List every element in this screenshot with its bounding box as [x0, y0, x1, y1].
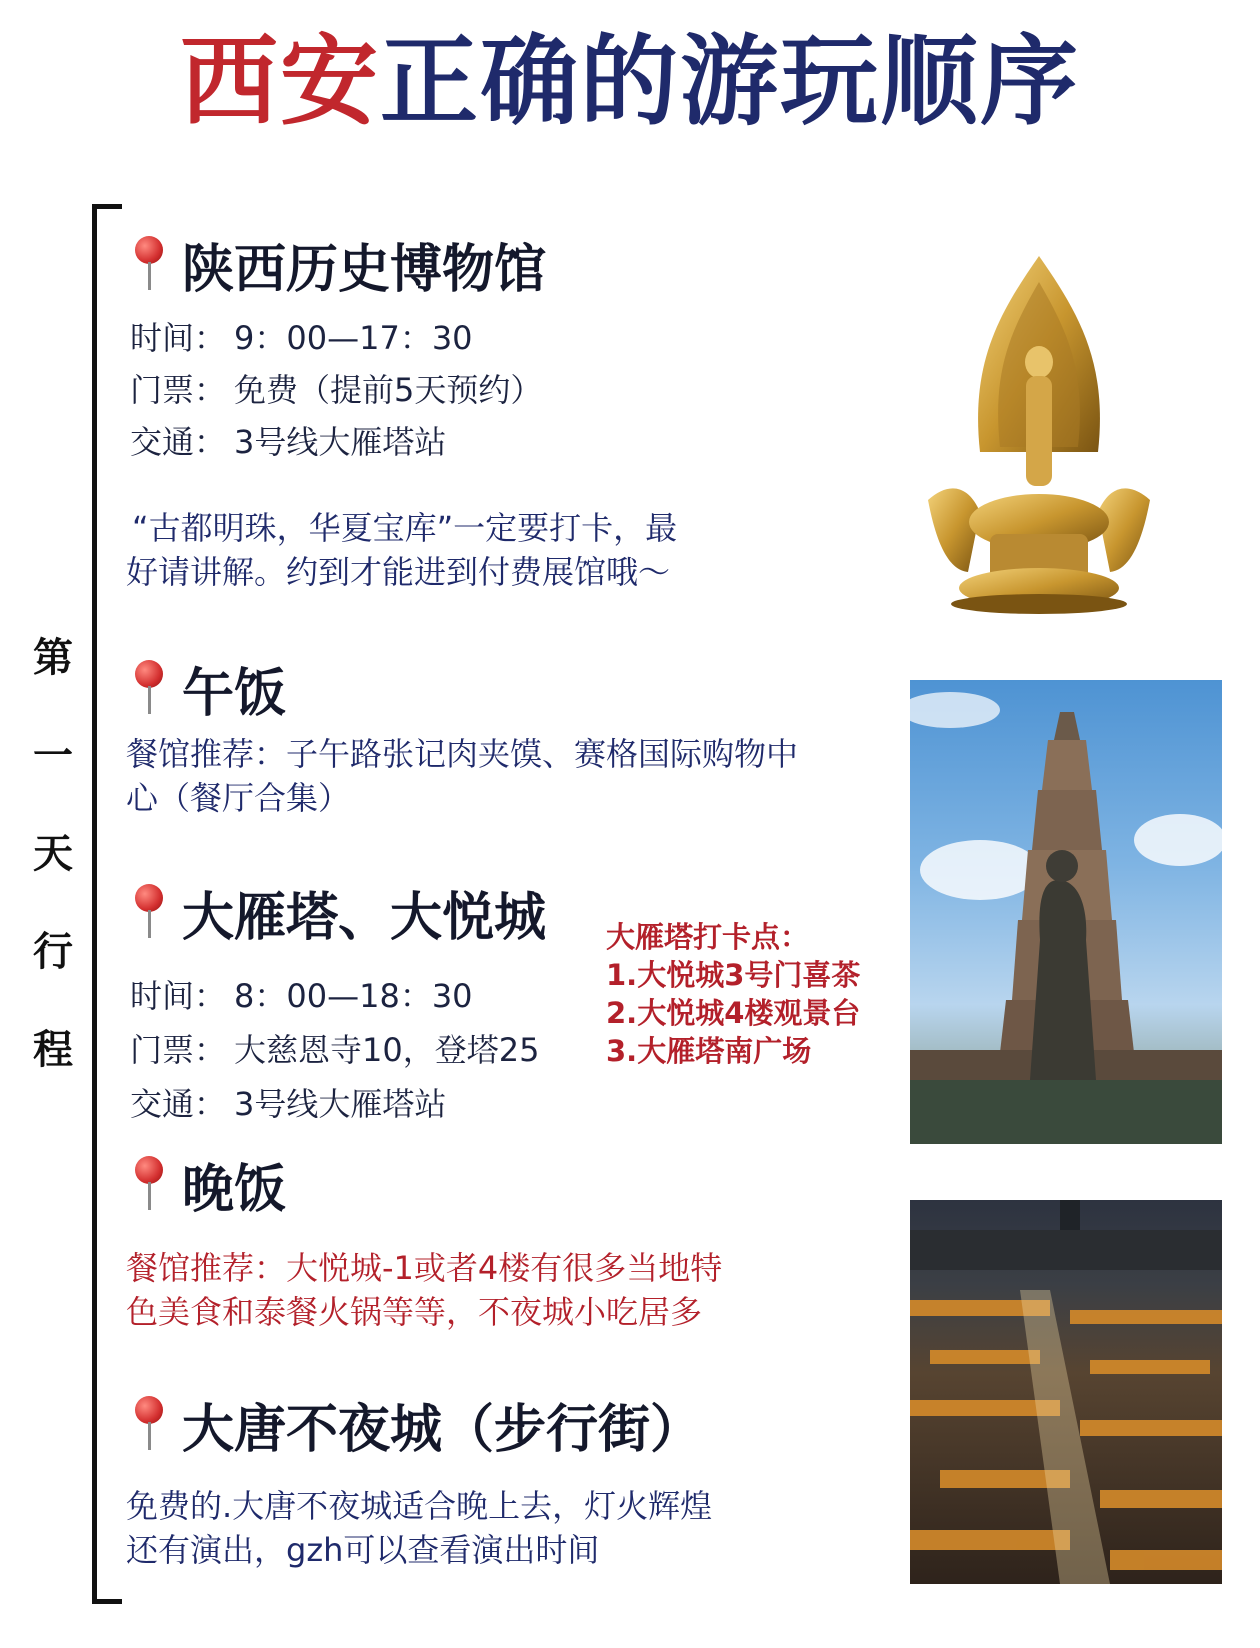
section-pagoda-heading	[132, 872, 558, 952]
day-label-char: 天	[33, 831, 73, 877]
day-label-char: 第	[33, 635, 73, 681]
section-title: 晚饭	[176, 1147, 298, 1222]
tip-item: 3.大雁塔南广场	[606, 1034, 812, 1068]
pagoda-checkin-tips	[606, 918, 860, 1070]
lunch-description	[126, 732, 798, 820]
night-city-image	[910, 1200, 1222, 1584]
title-rest: 正确的游玩顺序	[380, 25, 1081, 139]
section-street-heading	[132, 1384, 714, 1464]
desc-line: 餐馆推荐：大悦城-1或者4楼有很多当地特	[126, 1249, 723, 1287]
pagoda-transport-row	[126, 1076, 446, 1128]
day-label-char: 一	[33, 733, 73, 779]
desc-line: 免费的.大唐不夜城适合晚上去，灯火辉煌	[126, 1487, 713, 1525]
page-title	[0, 22, 1260, 142]
map-pin-icon	[132, 236, 166, 292]
tip-item: 2.大悦城4楼观景台	[606, 996, 861, 1030]
time-key: 时间：	[126, 971, 230, 1017]
desc-line: 餐馆推荐：子午路张记肉夹馍、赛格国际购物中	[126, 735, 799, 773]
transport-key: 交通：	[126, 1079, 230, 1125]
transport-value: 3号线大雁塔站	[234, 1085, 447, 1123]
section-title: 午饭	[176, 651, 298, 726]
street-description	[126, 1484, 712, 1572]
buddha-statue-image	[928, 252, 1150, 614]
day-label	[30, 628, 76, 1118]
section-title: 大唐不夜城（步行街）	[176, 1387, 714, 1462]
section-dinner-heading	[132, 1144, 298, 1224]
desc-line: 心（餐厅合集）	[126, 779, 351, 817]
time-value: 9：00—17：30	[234, 319, 473, 357]
desc-line: “古都明珠，华夏宝库”一定要打卡，最	[132, 509, 678, 547]
day-label-char: 行	[33, 929, 73, 975]
map-pin-icon	[132, 660, 166, 716]
pagoda-time-row	[126, 968, 473, 1020]
day-label-char: 程	[33, 1027, 73, 1073]
section-title: 陕西历史博物馆	[176, 227, 558, 302]
map-pin-icon	[132, 1396, 166, 1452]
museum-description	[126, 506, 677, 594]
pagoda-ticket-row	[126, 1022, 539, 1074]
desc-line: 色美食和泰餐火锅等等，不夜城小吃居多	[126, 1293, 703, 1331]
pagoda-image	[910, 680, 1222, 1144]
map-pin-icon	[132, 884, 166, 940]
museum-time-row	[126, 310, 473, 362]
section-lunch-heading	[132, 648, 298, 728]
museum-transport-row	[126, 414, 446, 466]
map-pin-icon	[132, 1156, 166, 1212]
section-museum-heading	[132, 224, 558, 304]
transport-value: 3号线大雁塔站	[234, 423, 447, 461]
time-value: 8：00—18：30	[234, 977, 473, 1015]
ticket-key: 门票：	[126, 365, 230, 411]
desc-line: 还有演出，gzh可以查看演出时间	[126, 1531, 600, 1569]
ticket-key: 门票：	[126, 1025, 230, 1071]
museum-ticket-row	[126, 362, 542, 414]
transport-key: 交通：	[126, 417, 230, 463]
section-title: 大雁塔、大悦城	[176, 875, 558, 950]
ticket-value: 免费（提前5天预约）	[234, 371, 543, 409]
time-key: 时间：	[126, 313, 230, 359]
ticket-value: 大慈恩寺10，登塔25	[234, 1031, 540, 1069]
title-city: 西安	[179, 25, 380, 139]
tips-title: 大雁塔打卡点：	[606, 920, 810, 954]
dinner-description	[126, 1246, 722, 1334]
tip-item: 1.大悦城3号门喜茶	[606, 958, 861, 992]
day-bracket	[92, 204, 122, 1604]
desc-line: 好请讲解。约到才能进到付费展馆哦～	[126, 553, 671, 591]
